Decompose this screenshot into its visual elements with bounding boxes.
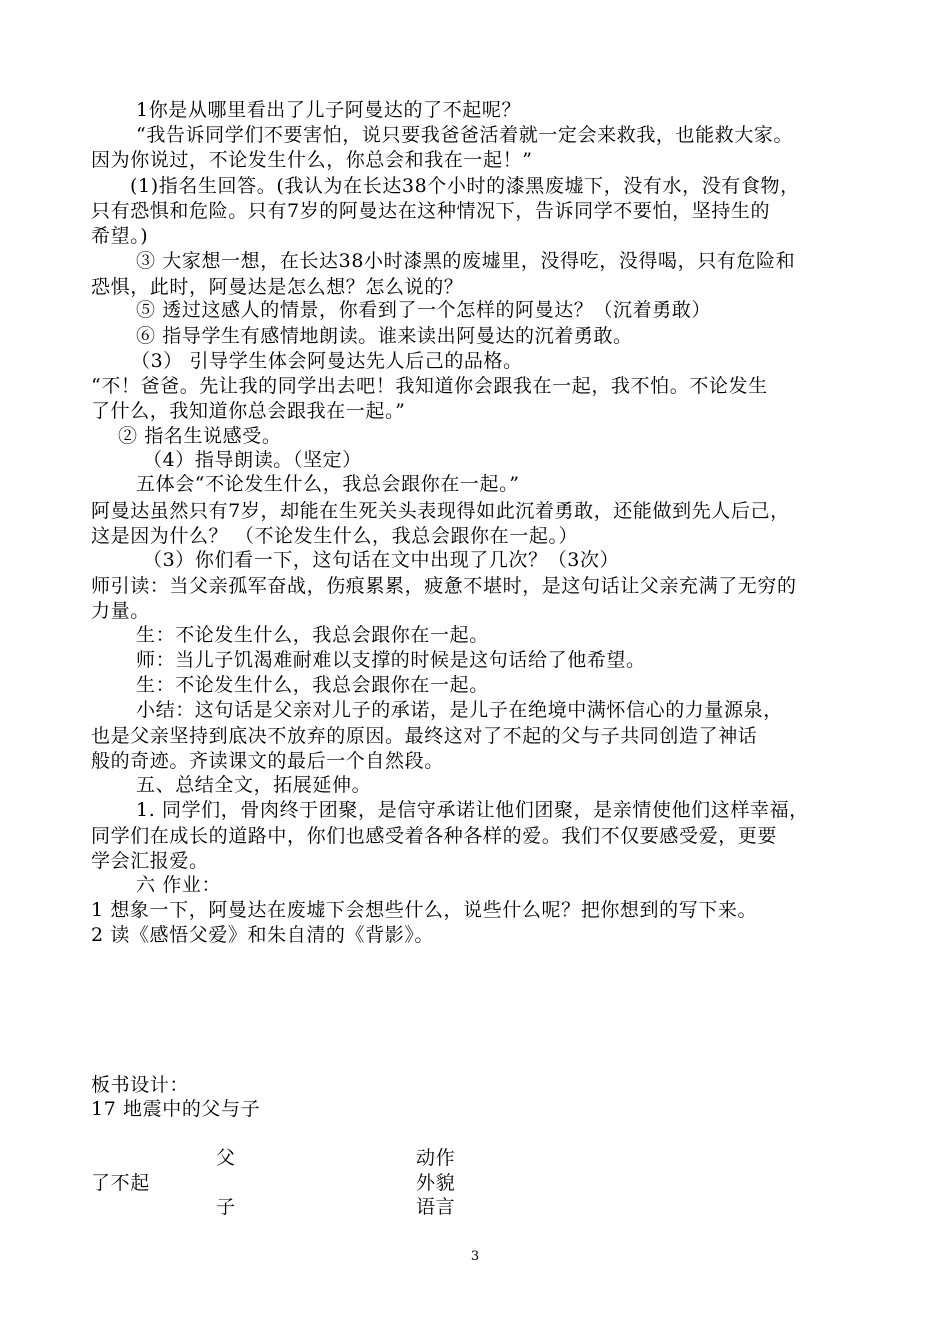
text-line: ⑥ 指导学生有感情地朗读。谁来读出阿曼达的沉着勇敢。 [136, 325, 633, 347]
text-line: “不！爸爸。先让我的同学出去吧！我知道你会跟我在一起，我不怕。不论发生 [91, 375, 768, 397]
text-line: 希望。) [91, 225, 149, 247]
text-line: 生：不论发生什么，我总会跟你在一起。 [136, 624, 489, 646]
text-line: 生：不论发生什么，我总会跟你在一起。 [136, 674, 489, 696]
text-line: 恐惧，此时，阿曼达是怎么想？怎么说的？ [91, 276, 464, 298]
text-line: （4）指导朗读。（坚定） [143, 449, 362, 471]
page-number: 3 [470, 1249, 480, 1264]
board-item-language: 语言 [416, 1196, 456, 1218]
text-line: 了什么，我知道你总会跟我在一起。” [91, 400, 406, 422]
text-line: 五体会“不论发生什么，我总会跟你在一起。” [136, 473, 520, 495]
board-item-action: 动作 [416, 1147, 456, 1169]
text-line: 师：当儿子饥渴难耐难以支撑的时候是这句话给了他希望。 [136, 649, 646, 671]
text-line: 1你是从哪里看出了儿子阿曼达的了不起呢？ [136, 99, 522, 121]
text-line: 只有恐惧和危险。只有7岁的阿曼达在这种情况下，告诉同学不要怕，坚持生的 [91, 200, 771, 222]
board-heading: 板书设计： [91, 1074, 190, 1096]
text-line: 2 读《感悟父爱》和朱自清的《背影》。 [91, 924, 435, 946]
text-line: 这是因为什么？ （不论发生什么，我总会跟你在一起。） [91, 525, 579, 547]
text-line: 学会汇报爱。 [91, 850, 209, 872]
text-line: 五、总结全文，拓展延伸。 [136, 774, 372, 796]
text-line: 小结：这句话是父亲对儿子的承诺，是儿子在绝境中满怀信心的力量源泉， [136, 699, 783, 721]
text-line: （3）你们看一下，这句话在文中出现了几次？（3次） [143, 549, 620, 571]
board-center: 了不起 [91, 1172, 150, 1194]
board-father: 父 [216, 1147, 236, 1169]
board-title: 17 地震中的父与子 [91, 1098, 261, 1120]
text-line: 也是父亲坚持到底决不放弃的原因。最终这对了不起的父与子共同创造了神话 [91, 725, 758, 747]
text-line: 力量。 [91, 600, 150, 622]
text-line: ② 指名生说感受。 [118, 425, 282, 447]
text-line: 师引读：当父亲孤军奋战，伤痕累累，疲惫不堪时，是这句话让父亲充满了无穷的 [91, 575, 797, 597]
text-line: 六 作业： [136, 874, 222, 896]
text-line: ③ 大家想一想，在长达38小时漆黑的废墟里，没得吃，没得喝，只有危险和 [136, 250, 796, 272]
text-line: ⑤ 透过这感人的情景，你看到了一个怎样的阿曼达？（沉着勇敢） [136, 299, 712, 321]
text-line: 同学们在成长的道路中，你们也感受着各种各样的爱。我们不仅要感受爱，更要 [91, 825, 778, 847]
text-line: 1. 同学们，骨肉终于团聚，是信守承诺让他们团聚，是亲情使他们这样幸福， [136, 799, 809, 821]
text-line: （3） 引导学生体会阿曼达先人后己的品格。 [131, 350, 523, 372]
text-line: 因为你说过，不论发生什么，你总会和我在一起！” [91, 149, 533, 171]
text-line: 般的奇迹。齐读课文的最后一个自然段。 [91, 750, 444, 772]
text-line: 1 想象一下，阿曼达在废墟下会想些什么，说些什么呢？把你想到的写下来。 [91, 899, 758, 921]
board-item-appearance: 外貌 [416, 1172, 456, 1194]
board-son: 子 [216, 1196, 236, 1218]
text-line: “我告诉同学们不要害怕，说只要我爸爸活着就一定会来救我，也能救大家。 [136, 124, 794, 146]
text-line: (1)指名生回答。(我认为在长达38个小时的漆黑废墟下，没有水，没有食物， [130, 175, 800, 197]
text-line: 阿曼达虽然只有7岁，却能在生死关头表现得如此沉着勇敢，还能做到先人后己， [91, 500, 790, 522]
